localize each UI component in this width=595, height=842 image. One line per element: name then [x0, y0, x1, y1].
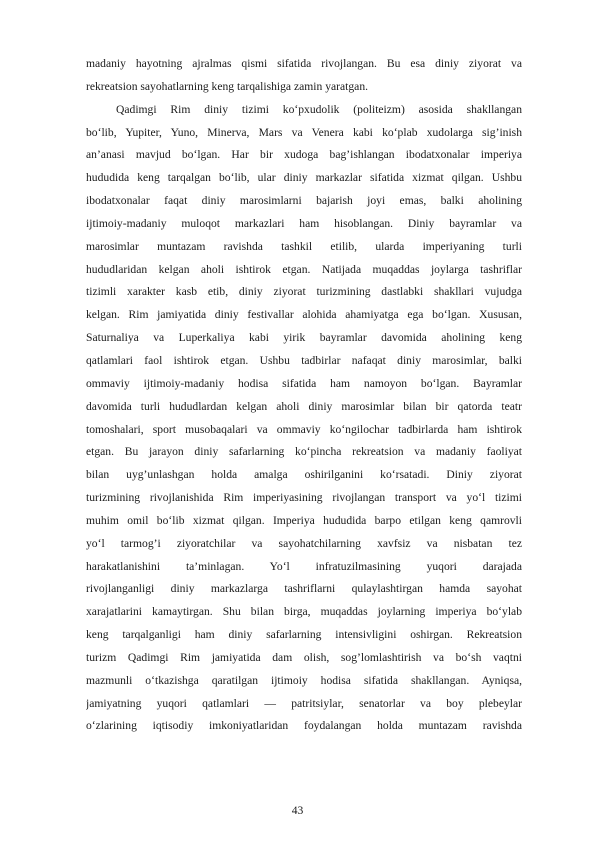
text-line: rivojlanganligi diniy markazlarga tashriflarni qulaylashtirgan hamda sayohat [86, 582, 522, 596]
text-line: bilan uyg’unlashgan holda amalga oshirilganini ko‘rsatadi. Diniy ziyorat [86, 468, 522, 482]
text-line: tomoshalari, sport musobaqalari va ommaviy ko‘ngilochar tadbirlarda ham ishtirok [86, 422, 522, 436]
text-line: bo‘lib, Yupiter, Yuno, Minerva, Mars va Venera kabi ko‘plab xudolarga sig’inish [86, 125, 522, 139]
text-line: o‘zlarining iqtisodiy imkoniyatlaridan foydalangan holda muntazam ravishda [86, 719, 522, 733]
text-line: hududida keng tarqalgan bo‘lib, ular diniy markazlar sifatida xizmat qilgan. Ushbu [86, 171, 522, 185]
text-line: ijtimoiy-madaniy muloqot markazlari ham hisoblangan. Diniy bayramlar va [86, 216, 522, 230]
text-line: Saturnaliya va Luperkaliya kabi yirik bayramlar davomida aholining keng [86, 331, 522, 345]
paragraph-rome-religion [86, 99, 522, 739]
text-line: turizm Qadimgi Rim jamiyatida dam olish, sog’lomlashtirish va bo‘sh vaqtni [86, 650, 522, 664]
text-line: mazmunli o‘tkazishga qaratilgan ijtimoiy hodisa sifatida shakllangan. Ayniqsa, [86, 673, 522, 687]
text-line: an’anasi mavjud bo‘lgan. Har bir xudoga bag’ishlangan ibodatxonalar imperiya [86, 148, 522, 162]
text-line: muhim omil bo‘lib xizmat qilgan. Imperiya hududida barpo etilgan keng qamrovli [86, 513, 522, 527]
text-line: etgan. Bu jarayon diniy safarlarning ko‘pincha rekreatsion va madaniy faoliyat [86, 445, 522, 459]
text-line: turizmining rivojlanishida Rim imperiyasining rivojlangan transport va yo‘l tizimi [86, 491, 522, 505]
text-line: keng tarqalganligi ham diniy safarlarning intensivligini oshirgan. Rekreatsion [86, 628, 522, 642]
text-line: xarajatlarini kamaytirgan. Shu bilan birga, muqaddas joylarning imperiya bo‘ylab [86, 605, 522, 619]
text-line: harakatlanishini ta’minlagan. Yo‘l infratuzilmasining yuqori darajada [86, 559, 522, 573]
text-line: rekreatsion sayohatlarning keng tarqalishiga zamin yaratgan. [86, 79, 369, 93]
text-line: yo‘l tarmog’i ziyoratchilar va sayohatchilarning xavfsiz va nisbatan tez [86, 536, 522, 550]
text-line: davomida turli hududlardan kelgan aholi diniy marosimlar bilan bir qatorda teatr [86, 399, 522, 413]
text-line: jamiyatning yuqori qatlamlari — patritsiylar, senatorlar va boy plebeylar [86, 696, 522, 710]
document-page [86, 53, 522, 738]
text-line: marosimlar muntazam ravishda tashkil etilib, ularda imperiyaning turli [86, 239, 522, 253]
text-line: madaniy hayotning ajralmas qismi sifatida rivojlangan. Bu esa diniy ziyorat va [86, 57, 522, 70]
text-line: tizimli xarakter kasb etib, diniy ziyorat turizmining dastlabki shakllari vujudga [86, 285, 522, 299]
paragraph-continuation [86, 53, 522, 99]
text-line: hududlaridan kelgan aholi ishtirok etgan. Natijada muqaddas joylarga tashriflar [86, 262, 522, 276]
page-number: 43 [291, 804, 304, 817]
text-line: qatlamlari faol ishtirok etgan. Ushbu tadbirlar nafaqat diniy marosimlar, balki [86, 353, 522, 367]
text-line: ommaviy ijtimoiy-madaniy hodisa sifatida ham namoyon bo‘lgan. Bayramlar [86, 376, 522, 390]
text-line: ibodatxonalar faqat diniy marosimlarni bajarish joyi emas, balki aholining [86, 194, 522, 208]
text-line: kelgan. Rim jamiyatida diniy festivallar alohida ahamiyatga ega bo‘lgan. Xususan, [86, 308, 522, 322]
text-line: Qadimgi Rim diniy tizimi ko‘pxudolik (politeizm) asosida shakllangan [116, 102, 522, 116]
